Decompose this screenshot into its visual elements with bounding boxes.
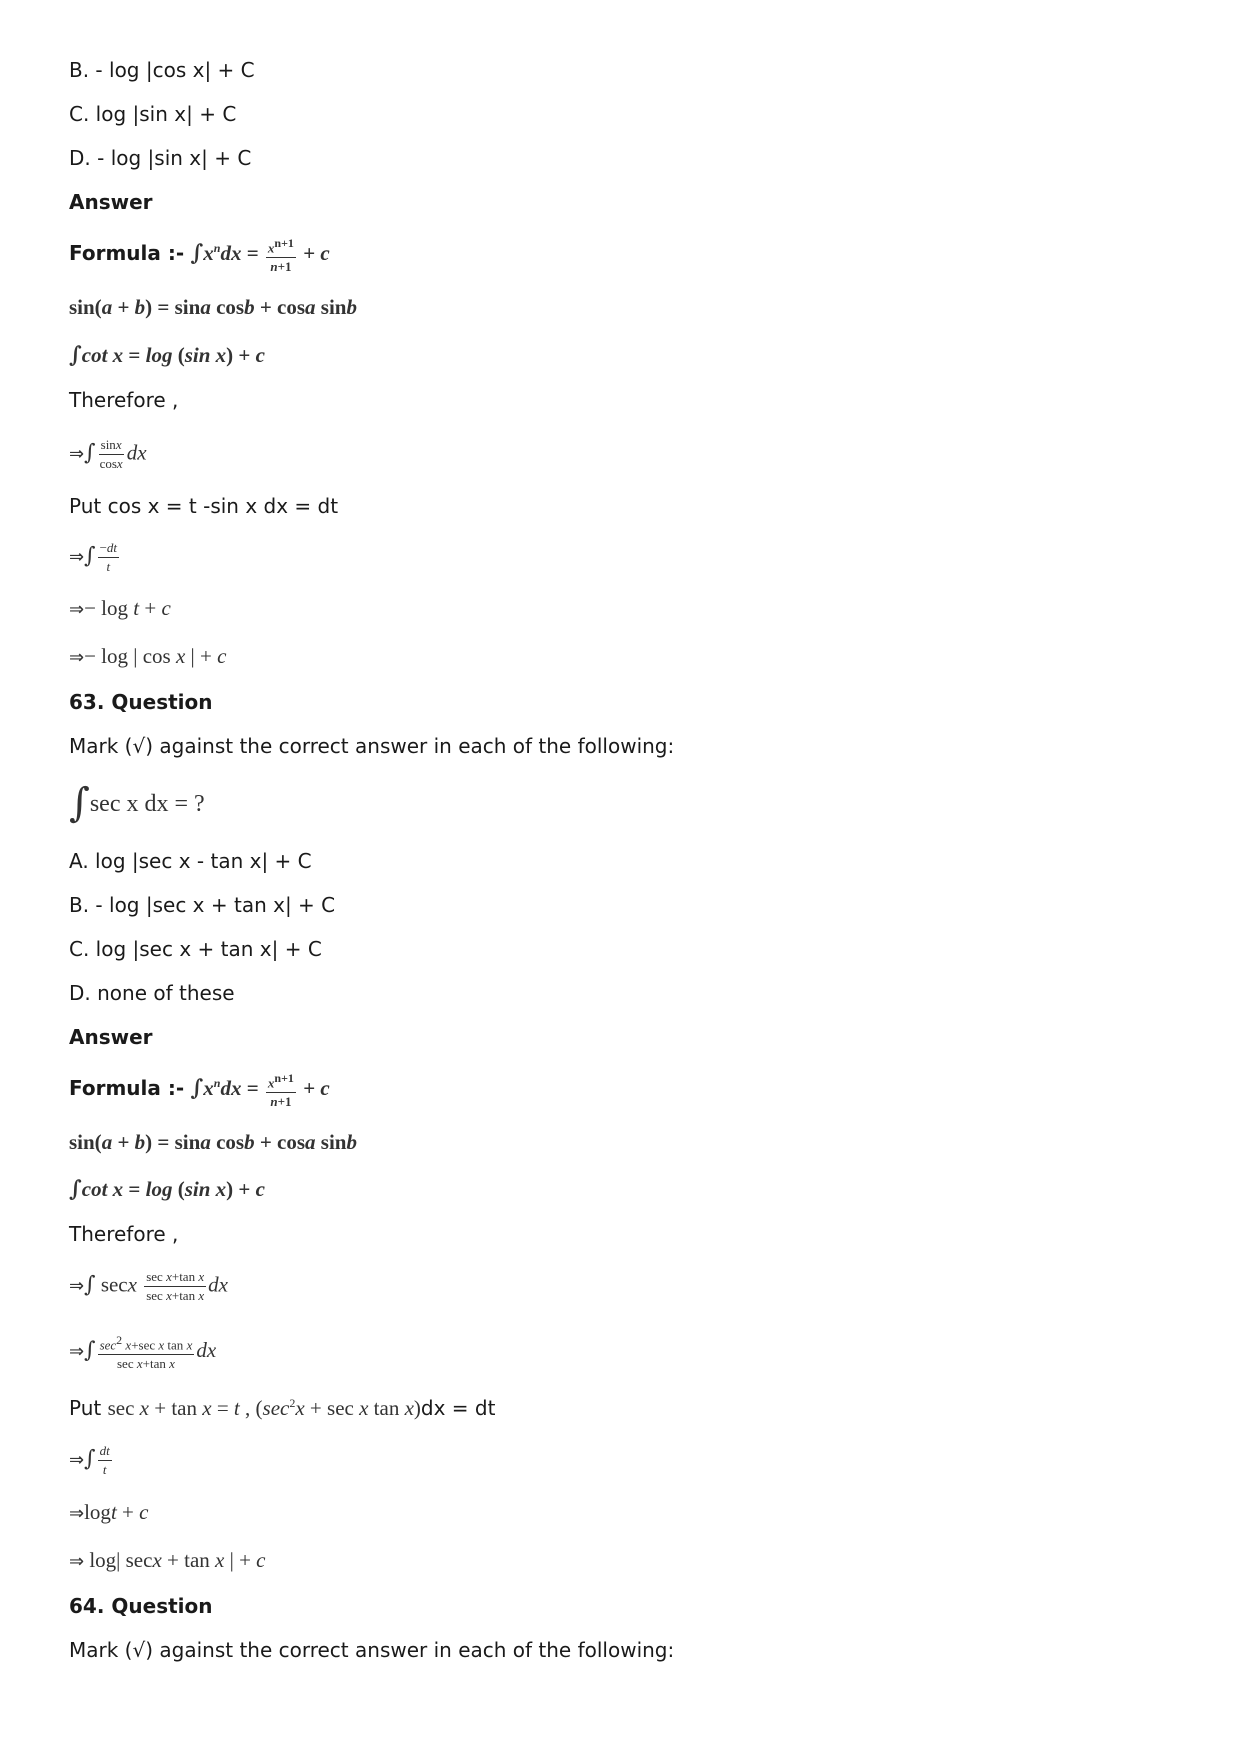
- q63-formula-label: Formula :-: [69, 1076, 185, 1100]
- step-neg-log-cos: ⇒− log | cos x | + c: [69, 644, 227, 668]
- option-b: B. - log |cos x| + C: [69, 58, 255, 82]
- q63-option-a: A. log |sec x - tan x| + C: [69, 849, 312, 873]
- q63-answer-heading: Answer: [69, 1025, 153, 1049]
- q63-option-c: C. log |sec x + tan x| + C: [69, 937, 322, 961]
- option-d: D. - log |sin x| + C: [69, 146, 252, 170]
- option-c: C. log |sin x| + C: [69, 102, 237, 126]
- q63-option-d: D. none of these: [69, 981, 235, 1005]
- answer-heading: Answer: [69, 190, 153, 214]
- step-neg-log-t: ⇒− log t + c: [69, 596, 171, 620]
- q63-formula-line: [69, 1071, 330, 1109]
- step-tan-integral: ⇒∫ $\frac{\sin x}{\cos x}$ dx: [69, 437, 147, 471]
- q63-step-dt-over-t: ⇒∫ $\frac{dt}{t}$: [69, 1443, 110, 1477]
- q63-substitution-line: [69, 1391, 495, 1420]
- q63-option-b: B. - log |sec x + tan x| + C: [69, 893, 336, 917]
- formula-line: [69, 236, 330, 274]
- q63-sine-sum-formula: sin(a + b) = sina cosb + cosa sinb: [69, 1130, 357, 1154]
- q63-step-log-t: ⇒logt + c: [69, 1500, 149, 1524]
- therefore-text: Therefore ,: [69, 388, 179, 412]
- sine-sum-formula: sin(a + b) = sina cosb + cosa sinb: [69, 295, 357, 319]
- cot-integral-formula: ∫cot x = log (sin x) + c: [69, 342, 265, 368]
- question-63-instruction: Mark (√) against the correct answer in each of the following:: [69, 734, 675, 758]
- question-63-integral: ∫sec x dx = ?: [69, 780, 205, 826]
- q63-therefore-text: Therefore ,: [69, 1222, 179, 1246]
- q63-step-expanded: ⇒∫ $\frac{\sec^2 x+\sec x \tan x}{\text{sec x+tan x}}$ dx: [69, 1333, 217, 1372]
- step-dt-over-t: ⇒∫ $\frac{-dt}{t}$: [69, 540, 118, 574]
- substitution-text: Put cos x = t -sin x dx = dt: [69, 494, 339, 518]
- question-64-instruction: Mark (√) against the correct answer in each of the following:: [69, 1638, 675, 1662]
- q63-put-prefix: Put: [69, 1396, 102, 1420]
- question-64-heading: 64. Question: [69, 1594, 213, 1618]
- question-63-heading: 63. Question: [69, 690, 213, 714]
- q63-step-final: ⇒ log| secx + tan x | + c: [69, 1548, 266, 1572]
- q63-put-suffix: dx = dt: [420, 1396, 496, 1420]
- q63-step-multiply: ⇒∫ secx $\frac{\text{sec x+tan x}}{\text{sec x+tan x}}$ dx: [69, 1269, 228, 1303]
- formula-label: Formula :-: [69, 241, 185, 265]
- q63-cot-integral-formula: ∫cot x = log (sin x) + c: [69, 1176, 265, 1202]
- q63-substitution-math: sec x + tan x = t , ($\sec^2x + \sec x$ tan x): [107, 1396, 421, 1420]
- power-rule-formula: $\int x^ndx$ = $\frac{x^{n+1}}{n+1}$ + c: [190, 236, 330, 275]
- q63-power-rule-formula: $\int x^ndx$ = $\frac{x^{n+1}}{n+1}$ + c: [190, 1071, 330, 1110]
